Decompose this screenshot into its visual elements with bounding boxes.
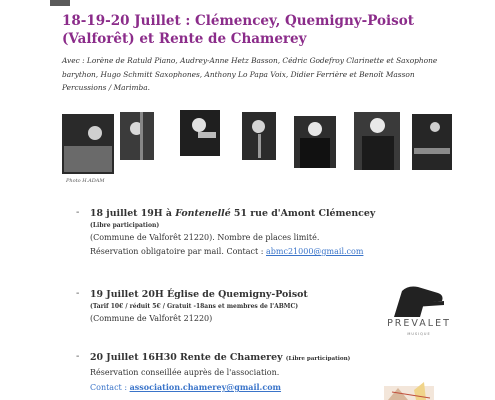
event-1 [76, 207, 456, 259]
musicians-photo-strip [62, 110, 452, 176]
page-title: 18-19-20 Juillet : Clémencey, Quemigny-Poisot (Valforêt) et Rente de Chamerey [62, 13, 415, 47]
event-1-commune: (Commune de Valforêt 21220). Nombre de places limité. [90, 233, 320, 242]
photo-bassoonist [120, 112, 154, 160]
prevalet-logo [384, 283, 454, 349]
bullet-dash: - [76, 351, 80, 362]
header-tab [50, 0, 70, 6]
event-1-price: (Libre participation) [90, 222, 160, 229]
decorative-artwork [384, 380, 434, 400]
event-2-commune: (Commune de Valforêt 21220) [90, 314, 213, 323]
photo-credit: Photo H.ADAM [66, 178, 105, 184]
event-3-email-link[interactable]: association.chamerey@gmail.com [129, 382, 282, 392]
logo-name: PREVALET [387, 318, 451, 329]
photo-clarinettist [242, 112, 276, 160]
event-1-reservation: Réservation obligatoire par mail. Contact : abmc21000@gmail.com [90, 247, 364, 256]
photo-percussionist [354, 112, 400, 170]
event-1-email-link[interactable]: abmc21000@gmail.com [266, 247, 364, 256]
event-1-heading: 18 juillet 19H à Fontenellé 51 rue d'Amont Clémencey [90, 208, 376, 219]
piano-lid-icon [384, 283, 454, 319]
photo-singer [294, 116, 336, 168]
performers-list: Avec : Lorène de Ratuld Piano, Audrey-Anne Hetz Basson, Cédric Godefroy Clarinette et Saxophone barython, Hugo Schmitt Saxophones, Anthony Lo Papa Voix, Didier Ferrière et Benoît Masson Percussions / Marimba. [62, 56, 438, 93]
photo-saxophonist-1 [180, 110, 220, 156]
bullet-dash: - [76, 288, 80, 299]
logo-subtitle: MUSIQUE [407, 332, 431, 336]
bullet-dash: - [76, 207, 80, 218]
event-2-price: (Tarif 10€ / réduit 5€ / Gratuit -18ans et membres de l'ABMC) [90, 303, 299, 310]
event-3-reservation: Réservation conseillée auprès de l'association. [90, 368, 280, 377]
event-3-contact: Contact : association.chamerey@gmail.com [90, 382, 282, 392]
photo-marimba [412, 114, 452, 170]
event-2-heading: 19 Juillet 20H Église de Quemigny-Poisot [90, 289, 308, 300]
event-3-heading: 20 Juillet 16H30 Rente de Chamerey (Libre participation) [90, 352, 351, 363]
photo-pianist [62, 114, 114, 174]
